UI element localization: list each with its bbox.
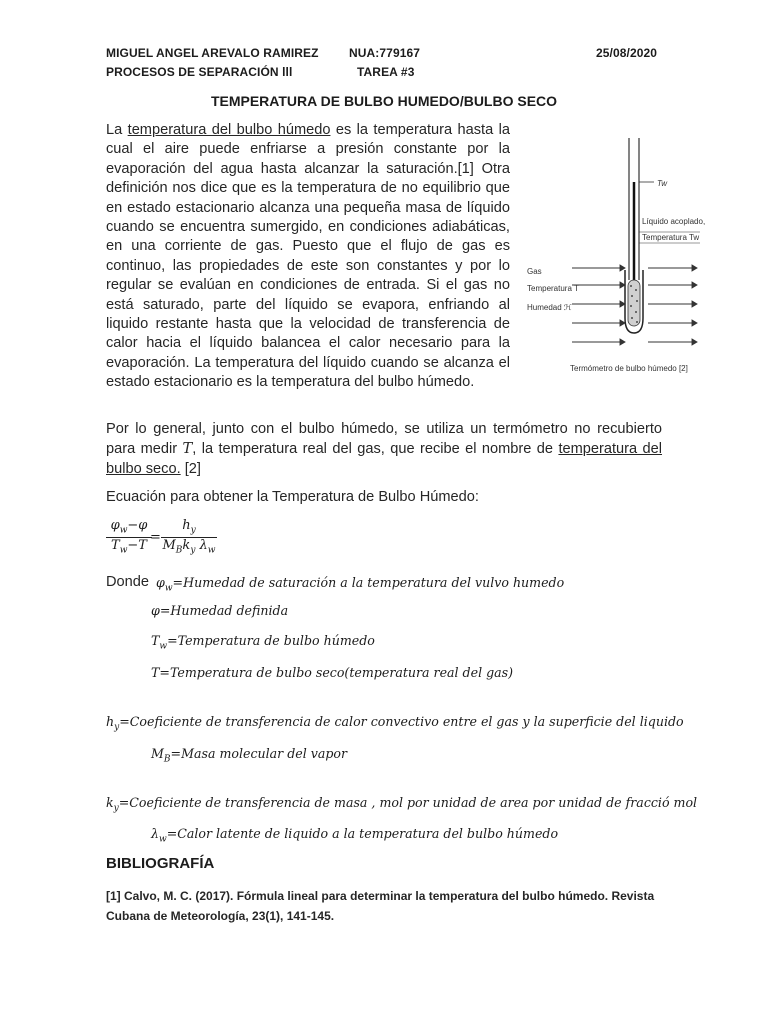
dry-bulb-link[interactable]: temperatura del bulbo seco. xyxy=(106,441,663,477)
donde-label: Donde xyxy=(106,574,150,590)
liquid-temp-label: Temperatura Tw xyxy=(642,233,700,242)
fraction-left: $\frac{\varphi_w-\varphi}{T_w-T}$ xyxy=(106,518,152,555)
def-tw: $T_w=Temperatura$ de bulbo húmedo xyxy=(151,633,375,652)
equals-sign: = xyxy=(150,530,161,545)
p2-text-mid: , la temperatura real del gas, que recibe el nombre de xyxy=(192,441,559,458)
gas-temp-label: Temperatura T xyxy=(527,284,579,293)
tw-marker-label: Tw xyxy=(657,179,668,188)
gas-humidity-label: Humedad ℋ xyxy=(527,303,572,312)
reference-1: [1] Calvo, M. C. (2017). Fórmula lineal para determinar la temperatura del bulbo húmedo. Revista Cubana de Meteorología, 23(1), 141-145. xyxy=(106,889,655,923)
author-name: MIGUEL ANGEL AREVALO RAMIREZ xyxy=(106,46,319,60)
def-t: T=Temperatura de bulbo seco(temperatura real del gas) xyxy=(151,665,514,680)
p2-text-start: Por lo general, junto con el bulbo húmedo, se utiliza un termómetro no recubierto para medir xyxy=(106,421,662,458)
def-phi: φ=Humedad definida xyxy=(151,603,289,618)
p1-text-start: La xyxy=(106,122,128,138)
def-ky: $k_y=Coeficiente$ de transferencia de masa , mol por unidad de area por unidad de fracció mol xyxy=(106,795,698,814)
gas-label: Gas xyxy=(527,267,542,276)
wet-bulb-link[interactable]: temperatura del bulbo húmedo xyxy=(127,122,331,138)
liquid-label: Líquido acoplado, xyxy=(642,217,706,226)
page-title: TEMPERATURA DE BULBO HUMEDO/BULBO SECO xyxy=(210,93,558,109)
var-t: T xyxy=(182,440,193,458)
wet-bulb-thermometer-figure xyxy=(522,130,712,380)
p2-citation: [2] xyxy=(180,460,201,477)
paragraph-definition xyxy=(106,121,510,393)
def-mb: $M_B=Masa$ molecular del vapor xyxy=(151,746,348,765)
figure-caption: Termómetro de bulbo húmedo [2] xyxy=(570,364,688,373)
fraction-right: $h_y$ $M_Bk_y$ $\lambda_w$ xyxy=(162,518,216,556)
def-hy: $h_y=Coeficiente$ de transferencia de calor convectivo entre el gas y la superficie del liquido xyxy=(106,714,684,733)
student-nua: NUA:779167 xyxy=(349,46,421,60)
p1-text-rest: es la temperatura hasta la cual el aire puede enfriarse a presión constante por la evaporación del agua hasta alcanzar la saturación.[1] Otra definición nos dice que es la temperatura de no equilibrio que en estado estacionario alcanza una pequeña masa de líquido cuando se encuentra sumergido, en condiciones adiabáticas, en una corriente de gas. Puesto que el flujo de gas es continuo, las propiedades de este son constantes y por lo regular se evalúan en condiciones de entrada. Si el gas no está saturado, parte del líquido se evapora, enfriando al liquido restante hasta que la velocidad de transferencia de calor hacia el líquido balancea el calor necesario para la evaporación. La temperatura del líquido cuando se alcanza el estado estacionario es la temperatura del bulbo húmedo. xyxy=(106,122,510,391)
paragraph-dry-bulb xyxy=(106,420,662,479)
equation-intro: Ecuación para obtener la Temperatura de Bulbo Húmedo: xyxy=(106,489,479,505)
date: 25/08/2020 xyxy=(596,46,658,60)
course-name: PROCESOS DE SEPARACIÓN lll xyxy=(106,65,293,79)
task-number: TAREA #3 xyxy=(357,65,415,79)
def-phi-w: $\varphi_w=Humedad$ de saturación a la temperatura del vulvo humedo xyxy=(156,575,565,594)
def-lambda-w: $\lambda_w=Calor$ latente de liquido a la temperatura del bulbo húmedo xyxy=(151,826,559,845)
bibliography-heading: BIBLIOGRAFÍA xyxy=(106,855,215,872)
